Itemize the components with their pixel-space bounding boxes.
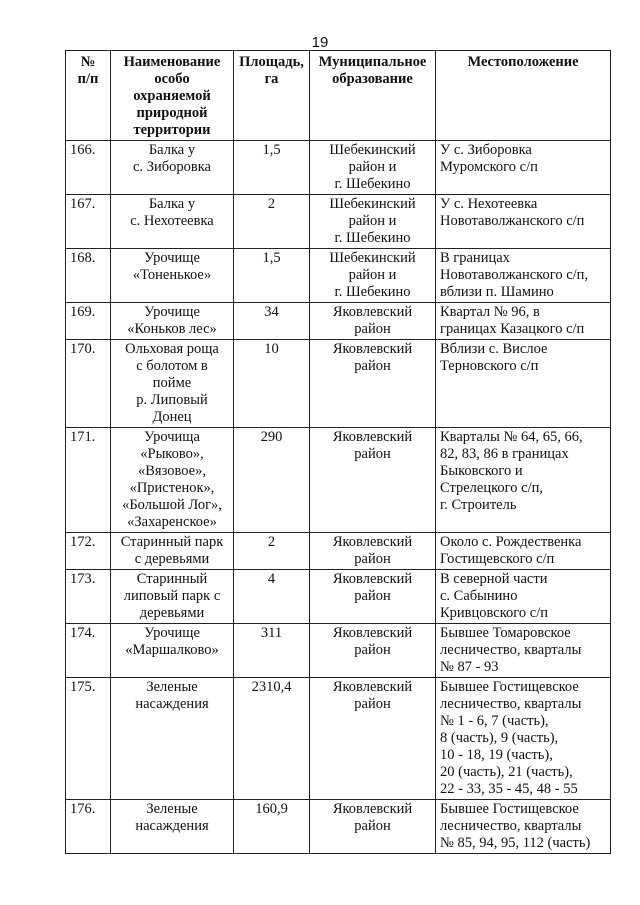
territory-name-cell: Урочище «Тоненькое» <box>111 249 234 303</box>
municipality-cell: Яковлевский район <box>310 570 436 624</box>
row-number-cell: 170. <box>66 340 111 428</box>
municipality-cell: Яковлевский район <box>310 340 436 428</box>
municipality-cell: Яковлевский район <box>310 533 436 570</box>
location-cell: Бывшее Томаровское лесничество, кварталы № 87 - 93 <box>436 624 611 678</box>
location-cell: Вблизи с. Вислое Терновского с/п <box>436 340 611 428</box>
territory-name-cell: Урочища «Рыково», «Вязовое», «Пристенок», «Большой Лог», «Захаренское» <box>111 428 234 533</box>
territory-name-cell: Ольховая роща с болотом в пойме р. Липовый Донец <box>111 340 234 428</box>
row-number-cell: 172. <box>66 533 111 570</box>
header-municipality: Муниципальное образование <box>310 51 436 141</box>
territory-name-cell: Балка у с. Нехотеевка <box>111 195 234 249</box>
municipality-cell: Шебекинский район и г. Шебекино <box>310 195 436 249</box>
territory-name-cell: Зеленые насаждения <box>111 800 234 854</box>
location-cell: Кварталы № 64, 65, 66, 82, 83, 86 в границах Быковского и Стрелецкого с/п, г. Строитель <box>436 428 611 533</box>
location-cell: Бывшее Гостищевское лесничество, кварталы № 85, 94, 95, 112 (часть) <box>436 800 611 854</box>
municipality-cell: Яковлевский район <box>310 624 436 678</box>
territory-name-cell: Урочище «Маршалково» <box>111 624 234 678</box>
municipality-cell: Яковлевский район <box>310 678 436 800</box>
territory-name-cell: Старинный липовый парк с деревьями <box>111 570 234 624</box>
row-number-cell: 175. <box>66 678 111 800</box>
row-number-cell: 168. <box>66 249 111 303</box>
table-row <box>66 303 611 340</box>
location-cell: У с. Зиборовка Муромского с/п <box>436 141 611 195</box>
area-ha-cell: 1,5 <box>234 249 310 303</box>
area-ha-cell: 34 <box>234 303 310 340</box>
municipality-cell: Шебекинский район и г. Шебекино <box>310 141 436 195</box>
area-ha-cell: 1,5 <box>234 141 310 195</box>
municipality-cell: Шебекинский район и г. Шебекино <box>310 249 436 303</box>
header-location: Местоположение <box>436 51 611 141</box>
territory-name-cell: Урочище «Коньков лес» <box>111 303 234 340</box>
municipality-cell: Яковлевский район <box>310 800 436 854</box>
location-cell: Бывшее Гостищевское лесничество, кварталы № 1 - 6, 7 (часть), 8 (часть), 9 (часть), 10 - 18, 19 (часть), 20 (часть), 21 (часть), 22 - 33, 35 - 45, 48 - 55 <box>436 678 611 800</box>
location-cell: У с. Нехотеевка Новотаволжанского с/п <box>436 195 611 249</box>
row-number-cell: 174. <box>66 624 111 678</box>
table-header-row <box>66 51 611 141</box>
area-ha-cell: 2 <box>234 195 310 249</box>
area-ha-cell: 290 <box>234 428 310 533</box>
header-area: Площадь, га <box>234 51 310 141</box>
municipality-cell: Яковлевский район <box>310 303 436 340</box>
table-row <box>66 533 611 570</box>
row-number-cell: 173. <box>66 570 111 624</box>
table-row <box>66 195 611 249</box>
area-ha-cell: 2310,4 <box>234 678 310 800</box>
area-ha-cell: 311 <box>234 624 310 678</box>
table-row <box>66 570 611 624</box>
protected-areas-table <box>65 50 611 854</box>
territory-name-cell: Балка у с. Зиборовка <box>111 141 234 195</box>
area-ha-cell: 10 <box>234 340 310 428</box>
area-ha-cell: 4 <box>234 570 310 624</box>
page-number: 19 <box>311 34 329 51</box>
territory-name-cell: Зеленые насаждения <box>111 678 234 800</box>
table-row <box>66 340 611 428</box>
territory-name-cell: Старинный парк с деревьями <box>111 533 234 570</box>
header-num: № п/п <box>66 51 111 141</box>
table-row <box>66 141 611 195</box>
location-cell: Квартал № 96, в границах Казацкого с/п <box>436 303 611 340</box>
location-cell: В границах Новотаволжанского с/п, вблизи п. Шамино <box>436 249 611 303</box>
row-number-cell: 166. <box>66 141 111 195</box>
table-body <box>66 141 611 854</box>
table-row <box>66 678 611 800</box>
location-cell: В северной части с. Сабынино Кривцовского с/п <box>436 570 611 624</box>
area-ha-cell: 2 <box>234 533 310 570</box>
row-number-cell: 171. <box>66 428 111 533</box>
row-number-cell: 169. <box>66 303 111 340</box>
table-row <box>66 624 611 678</box>
row-number-cell: 167. <box>66 195 111 249</box>
header-name: Наименование особо охраняемой природной территории <box>111 51 234 141</box>
municipality-cell: Яковлевский район <box>310 428 436 533</box>
table-row <box>66 428 611 533</box>
row-number-cell: 176. <box>66 800 111 854</box>
table-row <box>66 249 611 303</box>
area-ha-cell: 160,9 <box>234 800 310 854</box>
table-row <box>66 800 611 854</box>
location-cell: Около с. Рождественка Гостищевского с/п <box>436 533 611 570</box>
